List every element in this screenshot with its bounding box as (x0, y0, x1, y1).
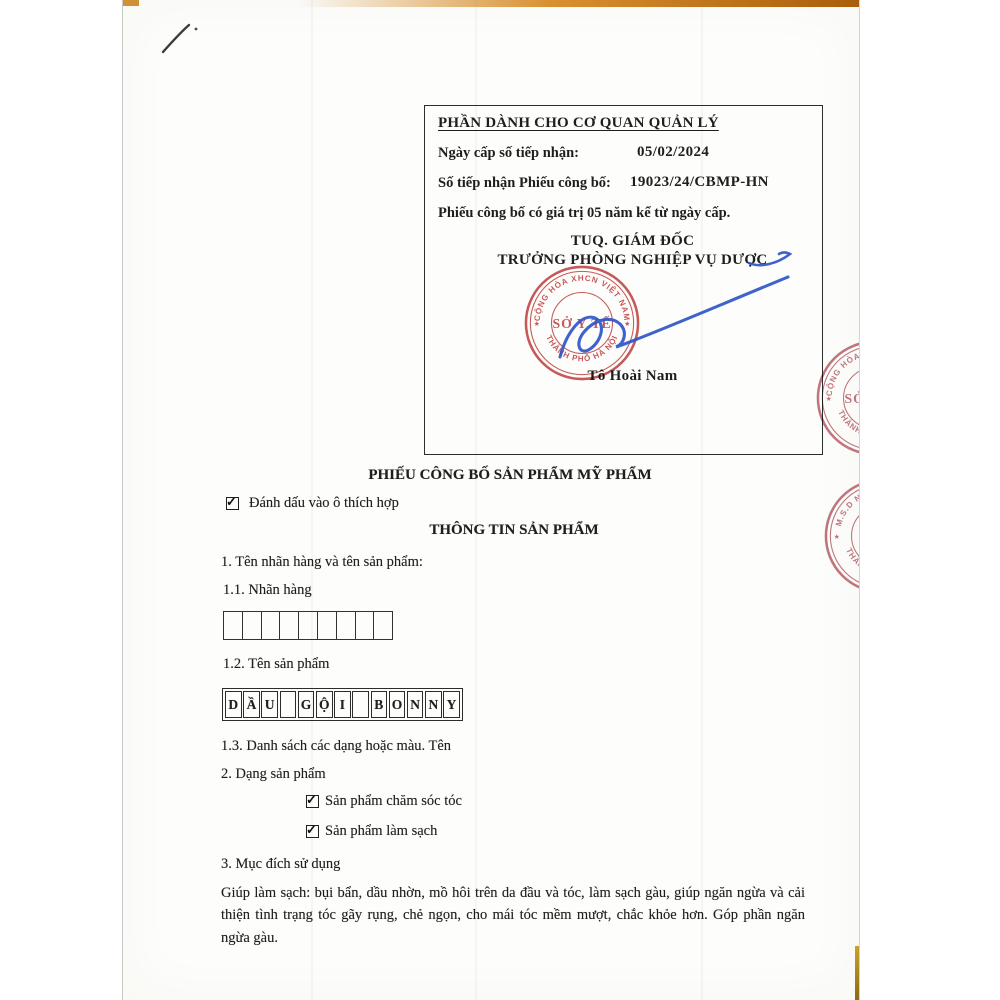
signer-name: Tô Hoài Nam (587, 368, 678, 384)
product-letter-cell (352, 691, 369, 718)
product-type-label: Sản phẩm chăm sóc tóc (325, 793, 462, 809)
brand-letter-cell (337, 612, 356, 639)
product-type-checkbox (306, 795, 319, 808)
product-letter-cell: Y (443, 691, 460, 718)
issue-date-value: 05/02/2024 (637, 144, 710, 160)
product-letter-cell: I (334, 691, 351, 718)
svg-text:CỘNG HÒA XHCN VIỆT NAM: CỘNG HÒA XHCN VIỆT NAM (824, 348, 924, 397)
stamp-star-right: ★ (624, 320, 631, 328)
document-page (122, 0, 931, 1000)
product-name-boxes (222, 688, 463, 721)
product-letter-cell: U (261, 691, 278, 718)
field-2-label: 2. Dạng sản phẩm (221, 766, 326, 782)
brand-name-boxes (223, 611, 393, 640)
brand-letter-cell (243, 612, 262, 639)
field-1-2-label: 1.2. Tên sản phẩm (223, 656, 330, 672)
field-1-3-label: 1.3. Danh sách các dạng hoặc màu. Tên (221, 738, 452, 754)
svg-text:CỘNG HÒA XHCN VIỆT NAM (533, 274, 632, 322)
signer-title-2: TRƯỞNG PHÒNG NGHIỆP VỤ DƯỢC (497, 252, 768, 268)
edge-stamp-msd: M.S.D NGHIỆP VỤ DƯỢC THÀNH PHỐ HÀ NỘI ★ 19 (823, 477, 860, 595)
svg-text:M.S.D NGHIỆP VỤ DƯỢC: M.S.D NGHIỆP VỤ DƯỢC (833, 486, 931, 528)
product-letter-cell: O (389, 691, 406, 718)
brand-letter-cell (224, 612, 243, 639)
edge-stamp-so-y-te (815, 339, 924, 457)
receipt-number-value: 19023/24/CBMP-HN (630, 174, 769, 190)
desk-edge-strip (298, 0, 859, 7)
so-y-te-stamp (523, 264, 641, 382)
product-letter-cell: Ầ (243, 691, 260, 718)
product-letter-cell: N (425, 691, 442, 718)
document-title: PHIẾU CÔNG BỐ SẢN PHẨM MỸ PHẨM (368, 467, 652, 483)
product-letter-cell (280, 691, 297, 718)
receipt-number-label: Số tiếp nhận Phiếu công bố: (438, 175, 611, 191)
product-type-label: Sản phẩm làm sạch (325, 823, 438, 839)
page-corner-strip (123, 0, 139, 6)
product-letter-cell: Ộ (316, 691, 333, 718)
product-type-checkbox (306, 825, 319, 838)
svg-text:SỞ Y TẾ: SỞ Y TẾ (844, 390, 904, 406)
page-edge-gold-line (855, 946, 859, 1000)
svg-text:★: ★ (825, 395, 832, 403)
stamp-center-text: SỞ Y TẾ (552, 315, 612, 331)
svg-text:★: ★ (833, 533, 840, 541)
tick-note-label: Đánh dấu vào ô thích hợp (249, 495, 399, 511)
validity-note: Phiếu công bố có giá trị 05 năm kể từ ngày cấp. (438, 205, 731, 221)
stamp-star-left: ★ (533, 320, 540, 328)
product-letter-cell: B (371, 691, 388, 718)
svg-text:THÀNH PHỐ HÀ NỘI: THÀNH PHỐ HÀ NỘI (836, 408, 912, 439)
purpose-text: Giúp làm sạch: bụi bẩn, dầu nhờn, mồ hôi trên da đầu và tóc, làm sạch gàu, giúp ngăn ngừa và cải thiện tình trạng tóc gãy rụng, chẻ ngọn, cho mái tóc mềm mượt, chắc khỏe hơn. Góp phần ngăn ngừa gàu. (221, 885, 805, 946)
signer-title-1: TUQ. GIÁM ĐỐC (570, 233, 695, 249)
tick-note-checkbox (226, 497, 239, 510)
stamp-arc-top: CỘNG HÒA XHCN VIỆT NAM (532, 273, 632, 322)
product-letter-cell: G (298, 691, 315, 718)
field-1-label: 1. Tên nhãn hàng và tên sản phẩm: (221, 554, 423, 570)
product-letter-cell: D (225, 691, 242, 718)
issue-date-label: Ngày cấp số tiếp nhận: (438, 145, 579, 161)
field-3-label: 3. Mục đích sử dụng (221, 856, 341, 872)
product-letter-cell: N (407, 691, 424, 718)
brand-letter-cell (356, 612, 375, 639)
brand-letter-cell (374, 612, 392, 639)
brand-letter-cell (299, 612, 318, 639)
svg-text:THÀNH PHỐ HÀ NỘI: THÀNH PHỐ HÀ NỘI (844, 546, 920, 577)
brand-letter-cell (280, 612, 299, 639)
field-1-1-label: 1.1. Nhãn hàng (223, 582, 312, 598)
brand-letter-cell (318, 612, 337, 639)
stamp-arc-bottom: THÀNH PHỐ HÀ NỘI (544, 333, 620, 364)
section-header: THÔNG TIN SẢN PHẨM (429, 522, 599, 538)
brand-letter-cell (262, 612, 281, 639)
admin-box-header: PHẦN DÀNH CHO CƠ QUAN QUẢN LÝ (438, 115, 719, 131)
